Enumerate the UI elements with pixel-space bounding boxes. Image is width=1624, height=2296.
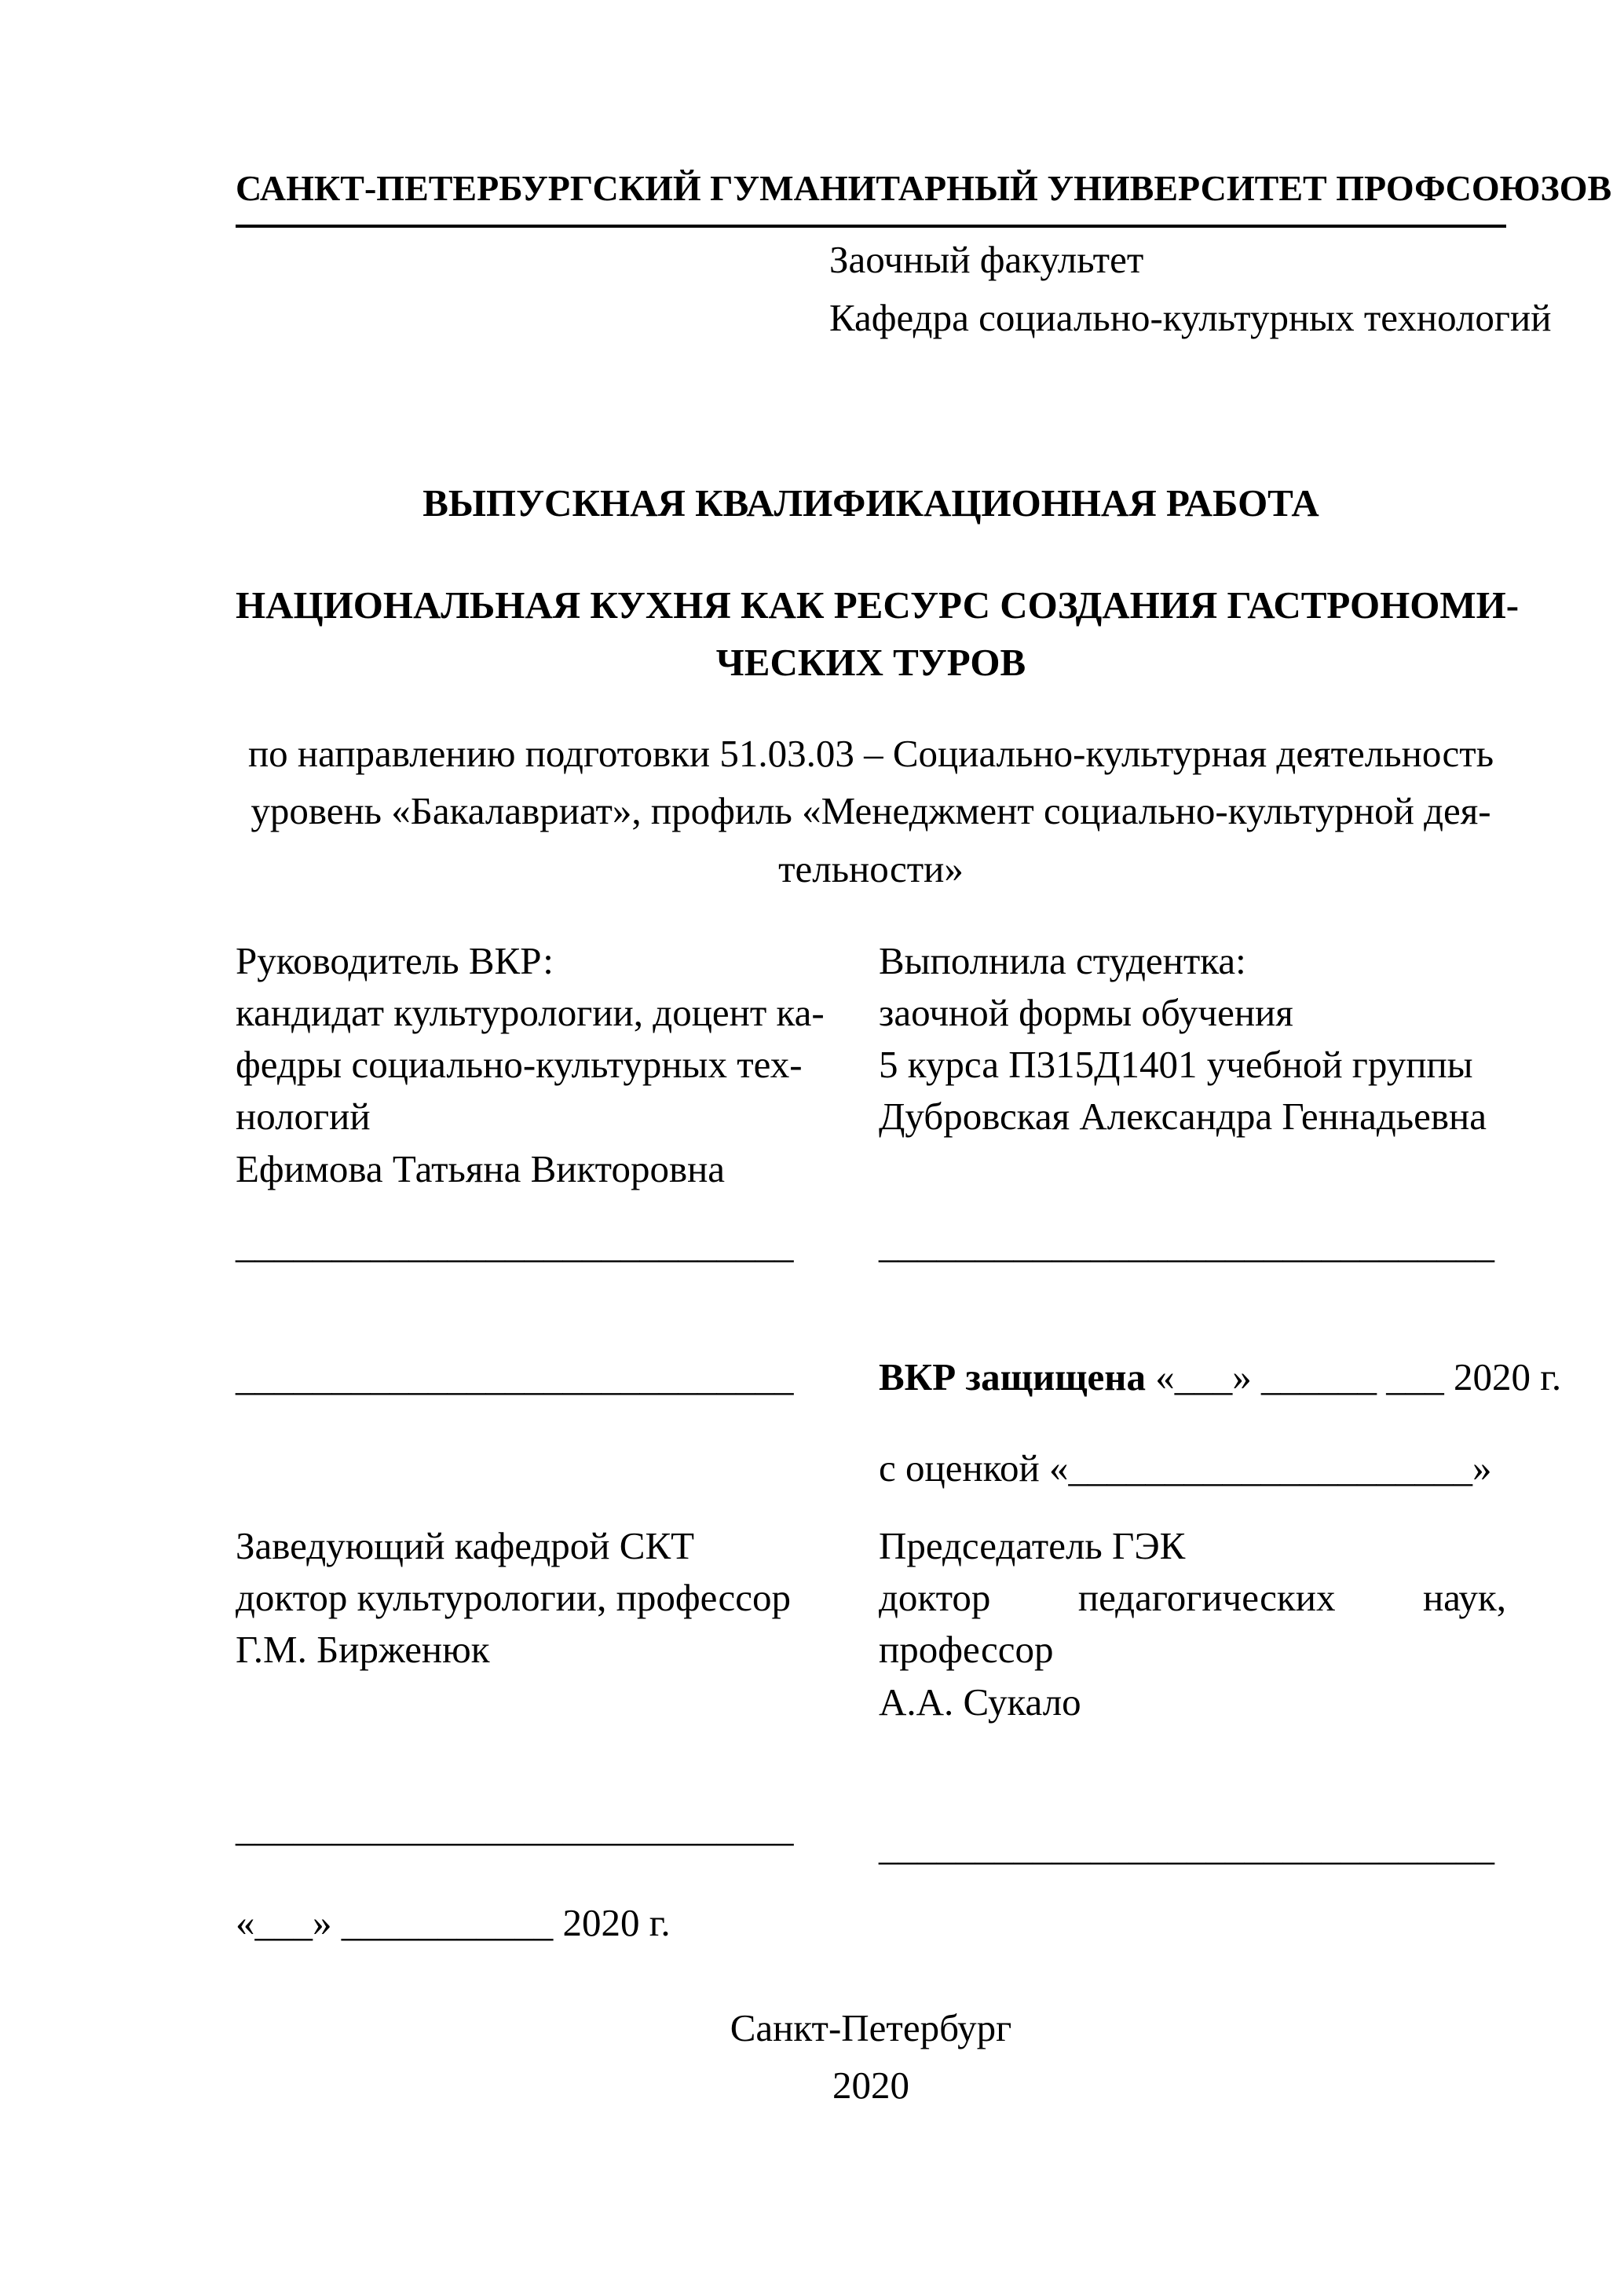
defense-date-blank: «___» ______ ___ 2020 г.	[1146, 1355, 1562, 1399]
chairman-position-line: профессор	[879, 1628, 1054, 1672]
head-of-department-block	[236, 1520, 828, 1676]
supervisor-signature-line: _____________________________	[236, 1222, 794, 1266]
grade-line: с оценкой «_____________________»	[879, 1446, 1492, 1490]
signature-row-2	[236, 1348, 1562, 1406]
faculty-department-block	[829, 231, 1552, 346]
date-row	[236, 1894, 1506, 1952]
signature-row-3	[236, 1799, 1506, 1876]
head-date-line: «___» ___________ 2020 г.	[236, 1901, 671, 1945]
university-name: САНКТ-ПЕТЕРБУРГСКИЙ ГУМАНИТАРНЫЙ УНИВЕРСИТЕТ ПРОФСОЮЗОВ	[236, 161, 1506, 228]
supervisor-degree-line: федры социально-культурных тех-	[236, 1043, 803, 1087]
supervisor-degree-line: кандидат культурологии, доцент ка-	[236, 991, 825, 1035]
faculty-name: Заочный факультет	[829, 238, 1144, 281]
supervisor-degree-line: нологий	[236, 1095, 371, 1139]
work-type-heading: ВЫПУСКНАЯ КВАЛИФИКАЦИОННАЯ РАБОТА	[422, 481, 1319, 525]
department-name: Кафедра социально-культурных технологий	[829, 295, 1552, 339]
program-line: уровень «Бакалавриат», профиль «Менеджмент социально-культурной дея-	[251, 789, 1491, 832]
supervisor-signature-line-2: _____________________________	[236, 1355, 794, 1399]
imprint	[236, 1999, 1506, 2115]
chairman-name: А.А. Сукало	[879, 1680, 1081, 1724]
thesis-title-line1: НАЦИОНАЛЬНАЯ КУХНЯ КАК РЕСУРС СОЗДАНИЯ ГАСТРОНОМИ-	[236, 583, 1520, 627]
thesis-title	[236, 576, 1520, 692]
grade-row	[236, 1439, 1506, 1497]
head-name: Г.М. Бирженюк	[236, 1628, 490, 1672]
defense-date-line	[879, 1348, 1562, 1406]
chairman-position-line: доктор педагогических наук,	[879, 1576, 1506, 1620]
head-position-line: доктор культурологии, профессор	[236, 1576, 792, 1620]
chairman-block	[879, 1520, 1506, 1728]
thesis-title-line2: ЧЕСКИХ ТУРОВ	[715, 641, 1026, 684]
imprint-city: Санкт-Петербург	[730, 2005, 1012, 2049]
program-line: тельности»	[778, 846, 964, 890]
student-info-line: 5 курса П315Д1401 учебной группы	[879, 1043, 1473, 1087]
student-info-line: заочной формы обучения	[879, 991, 1293, 1035]
student-label: Выполнила студентка:	[879, 939, 1246, 982]
supervisor-block	[236, 935, 828, 1195]
defense-label: ВКР защищена	[879, 1355, 1147, 1399]
chairman-signature-line: ________________________________	[879, 1824, 1494, 1868]
people-block	[236, 935, 1506, 1195]
program-info	[236, 725, 1506, 898]
signature-row-1	[236, 1216, 1506, 1274]
head-position-line: Заведующий кафедрой СКТ	[236, 1524, 695, 1568]
student-name: Дубровская Александра Геннадьевна	[879, 1095, 1487, 1139]
student-signature-line: ________________________________	[879, 1222, 1494, 1266]
supervisor-label: Руководитель ВКР:	[236, 939, 554, 982]
chairman-position-line: Председатель ГЭК	[879, 1524, 1186, 1568]
supervisor-name: Ефимова Татьяна Викторовна	[236, 1146, 726, 1190]
head-signature-line: _____________________________	[236, 1805, 794, 1849]
program-line: по направлению подготовки 51.03.03 – Социально-культурная деятельность	[247, 731, 1494, 775]
student-block	[879, 935, 1506, 1143]
imprint-year: 2020	[832, 2064, 909, 2108]
officials-block	[236, 1520, 1506, 1728]
